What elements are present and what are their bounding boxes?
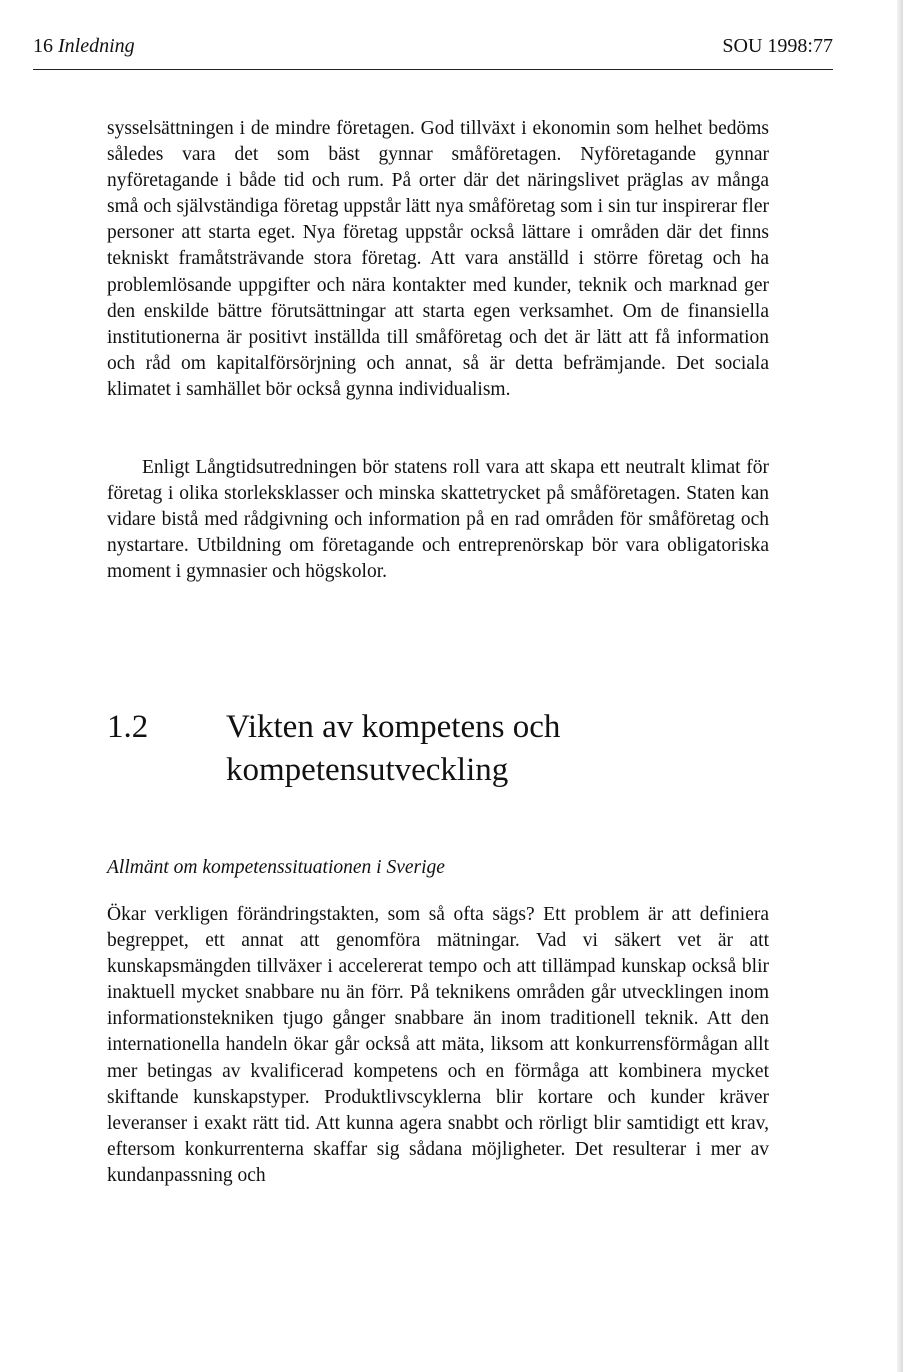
header-rule xyxy=(33,69,833,70)
section-number: 1.2 xyxy=(107,709,149,745)
section-title: Vikten av kompetens och kompetensutveckling xyxy=(226,709,561,788)
page-edge-shadow xyxy=(897,0,903,1372)
body-block-3 xyxy=(107,902,769,1189)
paragraph-1: sysselsättningen i de mindre företagen. God tillväxt i ekonomin som helhet bedöms således vara det som bäst gynnar småföretagen. Nyföretagande gynnar nyföretagande i både tid och rum. På orter där det näringslivet präglas av många små och självständiga företag uppstår lätt nya småföretag som i sin tur inspirerar fler personer att starta eget. Nya företag uppstår också lättare i områden där det finns tekniskt framåtsträvande stora företag. Att vara anställd i större företag och ha problemlösande uppgifter och nära kontakter med kunder, teknik och marknad ger den enskilde bättre förutsättningar att starta egen verksamhet. Om de finansiella institutionerna är positivt inställda till småföretag och det är lätt att få information och råd om kapitalförsörjning och annat, så är detta befrämjande. Det sociala klimatet i samhället bör också gynna individualism. xyxy=(107,118,769,400)
body-block-2 xyxy=(107,455,769,585)
subsection-heading: Allmänt om kompetenssituationen i Sverige xyxy=(107,857,445,878)
document-id: SOU 1998:77 xyxy=(722,35,833,57)
running-header xyxy=(33,30,833,64)
paragraph-2: Enligt Långtidsutredningen bör statens roll vara att skapa ett neutralt klimat för företag i olika storleksklasser och minska skattetrycket på småföretagen. Staten kan vidare bistå med rådgivning och information på en rad områden för småföretag och nystartare. Utbildning om företagande och entreprenörskap bör vara obligatoriska moment i gymnasier och högskolor. xyxy=(107,457,769,583)
page-number: 16 xyxy=(33,35,53,57)
body-block-1 xyxy=(107,116,769,403)
paragraph-3: Ökar verkligen förändringstakten, som så ofta sägs? Ett problem är att definiera begreppet, ett annat att genomföra mätningar. Vad vi säkert vet är att kunskapsmängden tillväxer i accelererat tempo och att tillämpad kunskap också blir inaktuell mycket snabbare nu än förr. På teknikens områden går utvecklingen inom informationstekniken tjugo gånger snabbare än inom traditionell teknik. Att den internationella handeln ökar går också att mäta, liksom att konkurrensförmågan allt mer betingas av kvalificerad kompetens och en förmåga att kombinera mycket skiftande kunskapstyper. Produktlivscyklerna blir kortare och kunder kräver leveranser i exakt rätt tid. Att kunna agera snabbt och rörligt blir samtidigt ett krav, eftersom konkurrenterna skaffar sig sådana möjligheter. Det resulterar i mer av kundanpassning och xyxy=(107,904,769,1186)
header-left xyxy=(33,30,135,62)
header-section-title: Inledning xyxy=(58,35,135,57)
